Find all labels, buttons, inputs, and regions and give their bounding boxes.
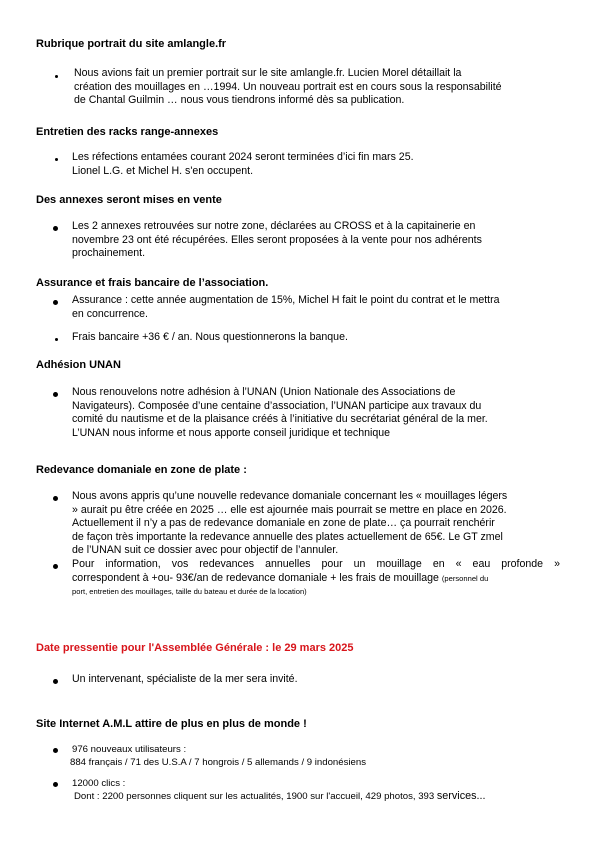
text-line: prochainement. xyxy=(72,247,146,260)
paragraph-information xyxy=(72,558,560,599)
text-line: de façon très importante la redevance annuelle des plates actuellement de 65€. Le GT zmel xyxy=(72,530,503,543)
section-heading-racks: Entretien des racks range-annexes xyxy=(36,126,219,138)
bullet-marker xyxy=(53,679,58,684)
bullet-marker xyxy=(55,158,58,161)
paragraph-annexes xyxy=(72,220,560,261)
text-line: Un intervenant, spécialiste de la mer sera invité. xyxy=(72,673,298,685)
small-note: (personnel du xyxy=(441,573,489,583)
paragraph-intervenant xyxy=(72,673,560,687)
text-line: Assurance : cette année augmentation de 15%, Michel H fait le point du contrat et le mettra xyxy=(72,294,500,306)
bullet-marker xyxy=(53,496,58,501)
text-line: Les réfections entamées courant 2024 seront terminées d’ici fin mars 25. xyxy=(72,151,414,163)
paragraph-racks xyxy=(72,151,560,178)
bullet-marker xyxy=(53,782,58,787)
text-line: en concurrence. xyxy=(72,307,148,320)
text-line: comité du nautisme et de la plaisance créés à l’initiative du secrétariat général de la mer. xyxy=(72,413,488,426)
text-line: Pour information, vos redevances annuelles pour un mouillage en « eau profonde » xyxy=(72,558,560,570)
text-line: Nous avons appris qu’une nouvelle redevance domaniale concernant les « mouillages légers xyxy=(72,490,508,502)
paragraph-frais-bancaire xyxy=(72,331,560,345)
bullet-marker xyxy=(53,564,58,569)
text-line: 976 nouveaux utilisateurs : xyxy=(72,744,187,755)
text-line: Nous avions fait un premier portrait sur le site amlangle.fr. Lucien Morel détaillait la xyxy=(74,67,462,79)
section-heading-unan: Adhésion UNAN xyxy=(36,359,121,371)
section-heading-assurance: Assurance et frais bancaire de l’association. xyxy=(36,277,269,289)
text-line: Nous renouvelons notre adhésion à l’UNAN (Union Nationale des Associations de xyxy=(72,386,456,398)
bullet-marker xyxy=(55,75,58,78)
paragraph-utilisateurs xyxy=(72,743,560,769)
bullet-marker xyxy=(55,338,58,341)
text-line: » aurait pu être créée en 2025 … elle est ajournée mais pourrait se mettre en place en 2026. xyxy=(72,503,507,516)
paragraph-unan xyxy=(72,386,560,440)
small-note-line: port, entretien des mouillages, taille du bateau et durée de la location) xyxy=(72,587,307,597)
bullet-marker xyxy=(53,226,58,231)
text-line: L’UNAN nous informe et nous apporte conseil juridique et technique xyxy=(72,426,391,439)
text-line: novembre 23 ont été récupérées. Elles seront proposées à la vente pour nos adhérents xyxy=(72,233,482,246)
bullet-marker xyxy=(53,392,58,397)
text-line: de l’UNAN suit ce dossier avec pour objectif de l’annuler. xyxy=(72,544,339,557)
paragraph-assurance xyxy=(72,294,560,321)
paragraph-clics xyxy=(72,777,560,803)
section-heading-site-internet: Site Internet A.M.L attire de plus en plus de monde ! xyxy=(36,718,307,730)
text-line: Lionel L.G. et Michel H. s'en occupent. xyxy=(72,164,254,177)
text-tail: services... xyxy=(436,790,486,802)
section-heading-assemblee-generale: Date pressentie pour l'Assemblée Générale : le 29 mars 2025 xyxy=(36,642,354,654)
text-line: 12000 clics : xyxy=(72,778,126,789)
bullet-marker xyxy=(53,300,58,305)
text-line: Les 2 annexes retrouvées sur notre zone, déclarées au CROSS et à la capitainerie en xyxy=(72,220,476,232)
text-line: correspondent à +ou- 93€/an de redevance domaniale + les frais de mouillage xyxy=(72,571,439,584)
text-line: 884 français / 71 des U.S.A / 7 hongrois / 5 allemands / 9 indonésiens xyxy=(70,757,366,768)
text-line: Dont : 2200 personnes cliquent sur les actualités, 1900 sur l'accueil, 429 photos, 393 xyxy=(74,791,435,802)
paragraph-redevance xyxy=(72,490,560,558)
text-line: de Chantal Guilmin … nous vous tiendrons informé dès sa publication. xyxy=(74,94,405,107)
text-line: création des mouillages en …1994. Un nouveau portrait est en cours sous la responsabilité xyxy=(74,80,502,93)
text-line: Navigateurs). Composée d’une centaine d’association, l’UNAN participe aux travaux du xyxy=(72,399,482,412)
text-line: Frais bancaire +36 € / an. Nous questionnerons la banque. xyxy=(72,331,348,343)
section-heading-portrait: Rubrique portrait du site amlangle.fr xyxy=(36,38,227,50)
paragraph-portrait xyxy=(74,67,562,108)
text-line: Actuellement il n’y a pas de redevance domaniale en zone de plate… ça pourrait renchérir xyxy=(72,517,495,530)
section-heading-redevance: Redevance domaniale en zone de plate : xyxy=(36,464,247,476)
bullet-marker xyxy=(53,748,58,753)
section-heading-annexes: Des annexes seront mises en vente xyxy=(36,194,222,206)
